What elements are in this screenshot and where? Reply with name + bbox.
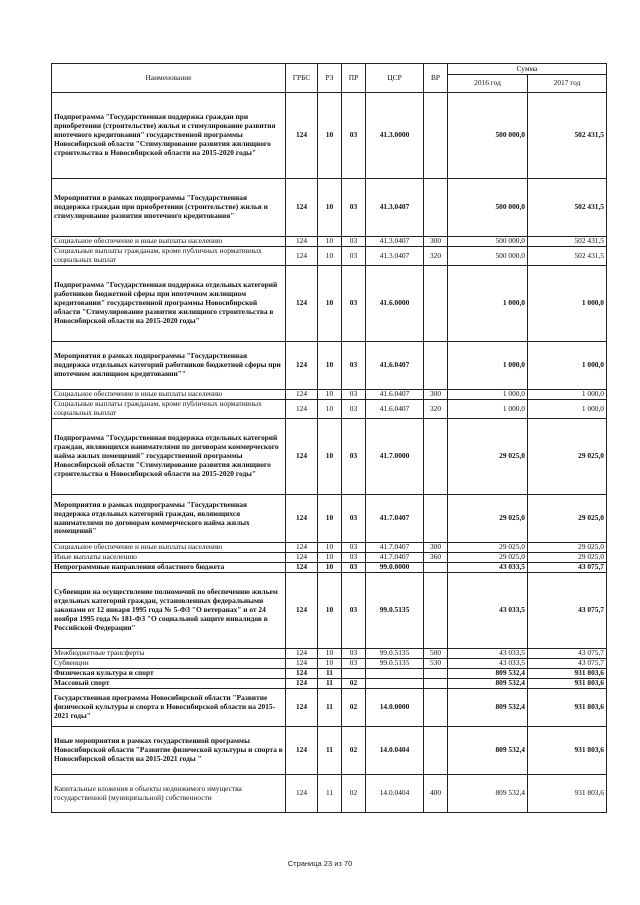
- row-grbs: 124: [286, 266, 318, 342]
- row-amount-2016: 29 025,0: [448, 419, 528, 495]
- row-csr: [366, 669, 424, 679]
- row-csr: 41.3.0407: [366, 247, 424, 266]
- table-row: [52, 775, 607, 813]
- row-amount-2017: 43 075,7: [528, 659, 607, 669]
- row-amount-2016: 500 000,0: [448, 247, 528, 266]
- row-vr: 400: [424, 775, 448, 813]
- table-row: [52, 400, 607, 419]
- row-rz: 10: [318, 553, 342, 563]
- row-amount-2017: 931 803,6: [528, 689, 607, 727]
- row-csr: 41.6.0407: [366, 342, 424, 390]
- row-name: Иные мероприятия в рамках государственной программы Новосибирской области "Развитие физической культуры и спорта в Новосибирской области на 2015-2021 годы ": [52, 727, 286, 775]
- row-amount-2016: 809 532,4: [448, 689, 528, 727]
- header-grbs: ГРБС: [286, 64, 318, 93]
- row-vr: 320: [424, 400, 448, 419]
- table-row: [52, 573, 607, 649]
- table-row: [52, 266, 607, 342]
- row-rz: 10: [318, 649, 342, 659]
- row-csr: 14.0.0404: [366, 775, 424, 813]
- row-rz: 11: [318, 775, 342, 813]
- row-rz: 10: [318, 573, 342, 649]
- row-grbs: 124: [286, 342, 318, 390]
- row-pr: 02: [342, 775, 366, 813]
- table-body: [52, 93, 607, 813]
- row-grbs: 124: [286, 390, 318, 400]
- table-row: [52, 93, 607, 179]
- budget-table: [51, 63, 607, 813]
- row-rz: 11: [318, 669, 342, 679]
- row-amount-2016: 809 532,4: [448, 727, 528, 775]
- row-pr: 03: [342, 573, 366, 649]
- row-rz: 10: [318, 93, 342, 179]
- row-name: Массовый спорт: [52, 679, 286, 689]
- row-rz: 10: [318, 247, 342, 266]
- row-rz: 10: [318, 266, 342, 342]
- row-csr: [366, 679, 424, 689]
- header-year-2016: 2016 год: [448, 75, 528, 93]
- table-row: [52, 342, 607, 390]
- header-sum: Сумма: [448, 64, 607, 75]
- row-pr: 03: [342, 495, 366, 543]
- row-amount-2017: 1 000,0: [528, 400, 607, 419]
- table-row: [52, 563, 607, 573]
- row-csr: 41.3.0000: [366, 93, 424, 179]
- row-rz: 10: [318, 563, 342, 573]
- row-pr: 03: [342, 543, 366, 553]
- row-amount-2017: 29 025,0: [528, 553, 607, 563]
- row-vr: [424, 495, 448, 543]
- row-csr: 14.0.0404: [366, 727, 424, 775]
- row-amount-2017: 29 025,0: [528, 419, 607, 495]
- row-grbs: 124: [286, 659, 318, 669]
- row-csr: 14.0.0000: [366, 689, 424, 727]
- row-vr: 300: [424, 237, 448, 247]
- row-rz: 10: [318, 400, 342, 419]
- table-row: [52, 553, 607, 563]
- row-grbs: 124: [286, 563, 318, 573]
- row-csr: 41.3.0407: [366, 179, 424, 237]
- table-row: [52, 495, 607, 543]
- row-amount-2017: 931 803,6: [528, 727, 607, 775]
- row-pr: 03: [342, 390, 366, 400]
- row-rz: 10: [318, 659, 342, 669]
- row-vr: [424, 679, 448, 689]
- row-rz: 11: [318, 689, 342, 727]
- row-name: Социальное обеспечение и иные выплаты населению: [52, 543, 286, 553]
- header-csr: ЦСР: [366, 64, 424, 93]
- row-grbs: 124: [286, 679, 318, 689]
- row-vr: [424, 342, 448, 390]
- row-csr: 41.6.0407: [366, 390, 424, 400]
- row-csr: 41.6.0000: [366, 266, 424, 342]
- row-amount-2016: 1 000,0: [448, 390, 528, 400]
- row-pr: 03: [342, 400, 366, 419]
- row-csr: 41.7.0407: [366, 495, 424, 543]
- row-grbs: 124: [286, 669, 318, 679]
- row-rz: 10: [318, 179, 342, 237]
- row-grbs: 124: [286, 419, 318, 495]
- row-pr: [342, 669, 366, 679]
- row-rz: 10: [318, 237, 342, 247]
- row-csr: 41.7.0407: [366, 543, 424, 553]
- row-amount-2016: 1 000,0: [448, 400, 528, 419]
- row-name: Мероприятия в рамках подпрограммы "Государственная поддержка отдельных категорий граждан, являющихся нанимателями по договорам коммерческого найма жилых помещений": [52, 495, 286, 543]
- row-vr: [424, 563, 448, 573]
- row-csr: 99.0.5135: [366, 573, 424, 649]
- row-amount-2017: 1 000,0: [528, 390, 607, 400]
- row-amount-2017: 29 025,0: [528, 495, 607, 543]
- row-rz: 10: [318, 495, 342, 543]
- row-amount-2016: 1 000,0: [448, 266, 528, 342]
- header-rz: РЗ: [318, 64, 342, 93]
- row-amount-2017: 931 803,6: [528, 669, 607, 679]
- row-pr: 03: [342, 266, 366, 342]
- row-name: Социальное обеспечение и иные выплаты населению: [52, 390, 286, 400]
- row-pr: 02: [342, 679, 366, 689]
- table-row: [52, 390, 607, 400]
- row-amount-2016: 29 025,0: [448, 495, 528, 543]
- row-grbs: 124: [286, 179, 318, 237]
- row-pr: 02: [342, 727, 366, 775]
- table-row: [52, 419, 607, 495]
- row-grbs: 124: [286, 689, 318, 727]
- row-grbs: 124: [286, 775, 318, 813]
- row-vr: [424, 689, 448, 727]
- row-amount-2017: 43 075,7: [528, 573, 607, 649]
- row-name: Социальные выплаты гражданам, кроме публичных нормативных социальных выплат: [52, 247, 286, 266]
- row-grbs: 124: [286, 573, 318, 649]
- row-grbs: 124: [286, 247, 318, 266]
- row-vr: [424, 727, 448, 775]
- row-grbs: 124: [286, 543, 318, 553]
- table-row: [52, 649, 607, 659]
- row-pr: 03: [342, 342, 366, 390]
- row-vr: 360: [424, 553, 448, 563]
- row-vr: [424, 266, 448, 342]
- row-name: Межбюджетные трансферты: [52, 649, 286, 659]
- row-pr: 03: [342, 247, 366, 266]
- table-row: [52, 659, 607, 669]
- row-amount-2017: 502 431,5: [528, 247, 607, 266]
- row-csr: 41.7.0407: [366, 553, 424, 563]
- row-vr: [424, 573, 448, 649]
- row-name: Капитальные вложения в объекты недвижимого имущества государственной (муниципальной) собственности: [52, 775, 286, 813]
- page-number: Страница 23 из 70: [287, 859, 353, 868]
- table-row: [52, 679, 607, 689]
- row-amount-2016: 809 532,4: [448, 679, 528, 689]
- table-row: [52, 543, 607, 553]
- row-rz: 11: [318, 679, 342, 689]
- header-pr: ПР: [342, 64, 366, 93]
- row-csr: 99.0.5135: [366, 659, 424, 669]
- row-csr: 99.0.5135: [366, 649, 424, 659]
- row-rz: 11: [318, 727, 342, 775]
- row-rz: 10: [318, 419, 342, 495]
- row-pr: 03: [342, 563, 366, 573]
- row-amount-2017: 29 025,0: [528, 543, 607, 553]
- header-year-2017: 2017 год: [528, 75, 607, 93]
- row-vr: [424, 669, 448, 679]
- row-amount-2016: 500 000,0: [448, 93, 528, 179]
- row-csr: 41.3.0407: [366, 237, 424, 247]
- row-vr: [424, 179, 448, 237]
- row-amount-2016: 43 033,5: [448, 573, 528, 649]
- row-amount-2017: 931 803,6: [528, 679, 607, 689]
- row-amount-2016: 809 532,4: [448, 669, 528, 679]
- row-name: Иные выплаты населению: [52, 553, 286, 563]
- row-vr: [424, 93, 448, 179]
- row-pr: 03: [342, 553, 366, 563]
- row-amount-2017: 43 075,7: [528, 649, 607, 659]
- row-rz: 10: [318, 342, 342, 390]
- row-name: Субвенции: [52, 659, 286, 669]
- row-vr: 500: [424, 649, 448, 659]
- row-name: Мероприятия в рамках подпрограммы "Государственная поддержка отдельных категорий работников бюджетной сферы при ипотечном жилищном кредитовании"": [52, 342, 286, 390]
- row-vr: 320: [424, 247, 448, 266]
- row-amount-2017: 43 075,7: [528, 563, 607, 573]
- row-name: Подпрограмма "Государственная поддержка отдельных категорий работников бюджетной сферы при ипотечном жилищном кредитовании" государственной программы Новосибирской области "Стимулирование развития жилищного строительства в Новосибирской области на 2015-2020 годы": [52, 266, 286, 342]
- row-name: Социальное обеспечение и иные выплаты населению: [52, 237, 286, 247]
- row-amount-2016: 500 000,0: [448, 237, 528, 247]
- row-vr: [424, 419, 448, 495]
- table-row: [52, 179, 607, 237]
- row-name: Социальные выплаты гражданам, кроме публичных нормативных социальных выплат: [52, 400, 286, 419]
- table-row: [52, 247, 607, 266]
- row-grbs: 124: [286, 553, 318, 563]
- row-rz: 10: [318, 390, 342, 400]
- row-csr: 41.7.0000: [366, 419, 424, 495]
- row-name: Подпрограмма "Государственная поддержка граждан при приобретении (строительстве) жилья и стимулирование развития ипотечного кредитования" государственной программы Новосибирской области "Стимулирование развития жилищного строительства в Новосибирской области на 2015-2020 годы": [52, 93, 286, 179]
- row-amount-2017: 1 000,0: [528, 266, 607, 342]
- row-pr: 03: [342, 179, 366, 237]
- row-amount-2017: 931 803,6: [528, 775, 607, 813]
- row-amount-2016: 43 033,5: [448, 659, 528, 669]
- row-vr: 300: [424, 543, 448, 553]
- row-rz: 10: [318, 543, 342, 553]
- row-amount-2016: 29 025,0: [448, 543, 528, 553]
- table-row: [52, 237, 607, 247]
- row-name: Физическая культура и спорт: [52, 669, 286, 679]
- header-vr: ВР: [424, 64, 448, 93]
- header-name: Наименование: [52, 64, 286, 93]
- row-pr: 03: [342, 237, 366, 247]
- row-amount-2016: 29 025,0: [448, 553, 528, 563]
- row-grbs: 124: [286, 495, 318, 543]
- table-row: [52, 669, 607, 679]
- row-amount-2016: 809 532,4: [448, 775, 528, 813]
- row-grbs: 124: [286, 93, 318, 179]
- row-amount-2016: 500 000,0: [448, 179, 528, 237]
- table-row: [52, 689, 607, 727]
- row-name: Непрограммные направления областного бюджета: [52, 563, 286, 573]
- row-amount-2016: 43 033,5: [448, 563, 528, 573]
- row-amount-2016: 1 000,0: [448, 342, 528, 390]
- row-pr: 03: [342, 419, 366, 495]
- row-amount-2017: 502 431,5: [528, 179, 607, 237]
- row-pr: 03: [342, 659, 366, 669]
- row-amount-2017: 1 000,0: [528, 342, 607, 390]
- row-amount-2017: 502 431,5: [528, 93, 607, 179]
- row-name: Подпрограмма "Государственная поддержка отдельных категорий граждан, являющихся нанимателями по договорам коммерческого найма жилых помещений" государственной программы Новосибирской области "Стимулирование развития жилищного строительства в Новосибирской области на 2015-2020 годы": [52, 419, 286, 495]
- row-grbs: 124: [286, 649, 318, 659]
- row-vr: 300: [424, 390, 448, 400]
- row-grbs: 124: [286, 727, 318, 775]
- row-pr: 03: [342, 93, 366, 179]
- row-grbs: 124: [286, 237, 318, 247]
- row-amount-2017: 502 431,5: [528, 237, 607, 247]
- row-grbs: 124: [286, 400, 318, 419]
- row-csr: 41.6.0407: [366, 400, 424, 419]
- row-vr: 530: [424, 659, 448, 669]
- row-name: Мероприятия в рамках подпрограммы "Государственная поддержка граждан при приобретении (строительстве) жилья и стимулирование развития ипотечного кредитования": [52, 179, 286, 237]
- row-name: Государственная программа Новосибирской области "Развитие физической культуры и спорта в Новосибирской области на 2015-2021 годы": [52, 689, 286, 727]
- row-pr: 03: [342, 649, 366, 659]
- row-csr: 99.0.0000: [366, 563, 424, 573]
- table-row: [52, 727, 607, 775]
- row-pr: 02: [342, 689, 366, 727]
- row-amount-2016: 43 033,5: [448, 649, 528, 659]
- row-name: Субвенции на осуществление полномочий по обеспечению жильем отдельных категорий граждан, установленных федеральными законами от 12 января 1995 года № 5-ФЗ "О ветеранах" и от 24 ноября 1995 года № 181-ФЗ "О социальной защите инвалидов в Российской Федерации": [52, 573, 286, 649]
